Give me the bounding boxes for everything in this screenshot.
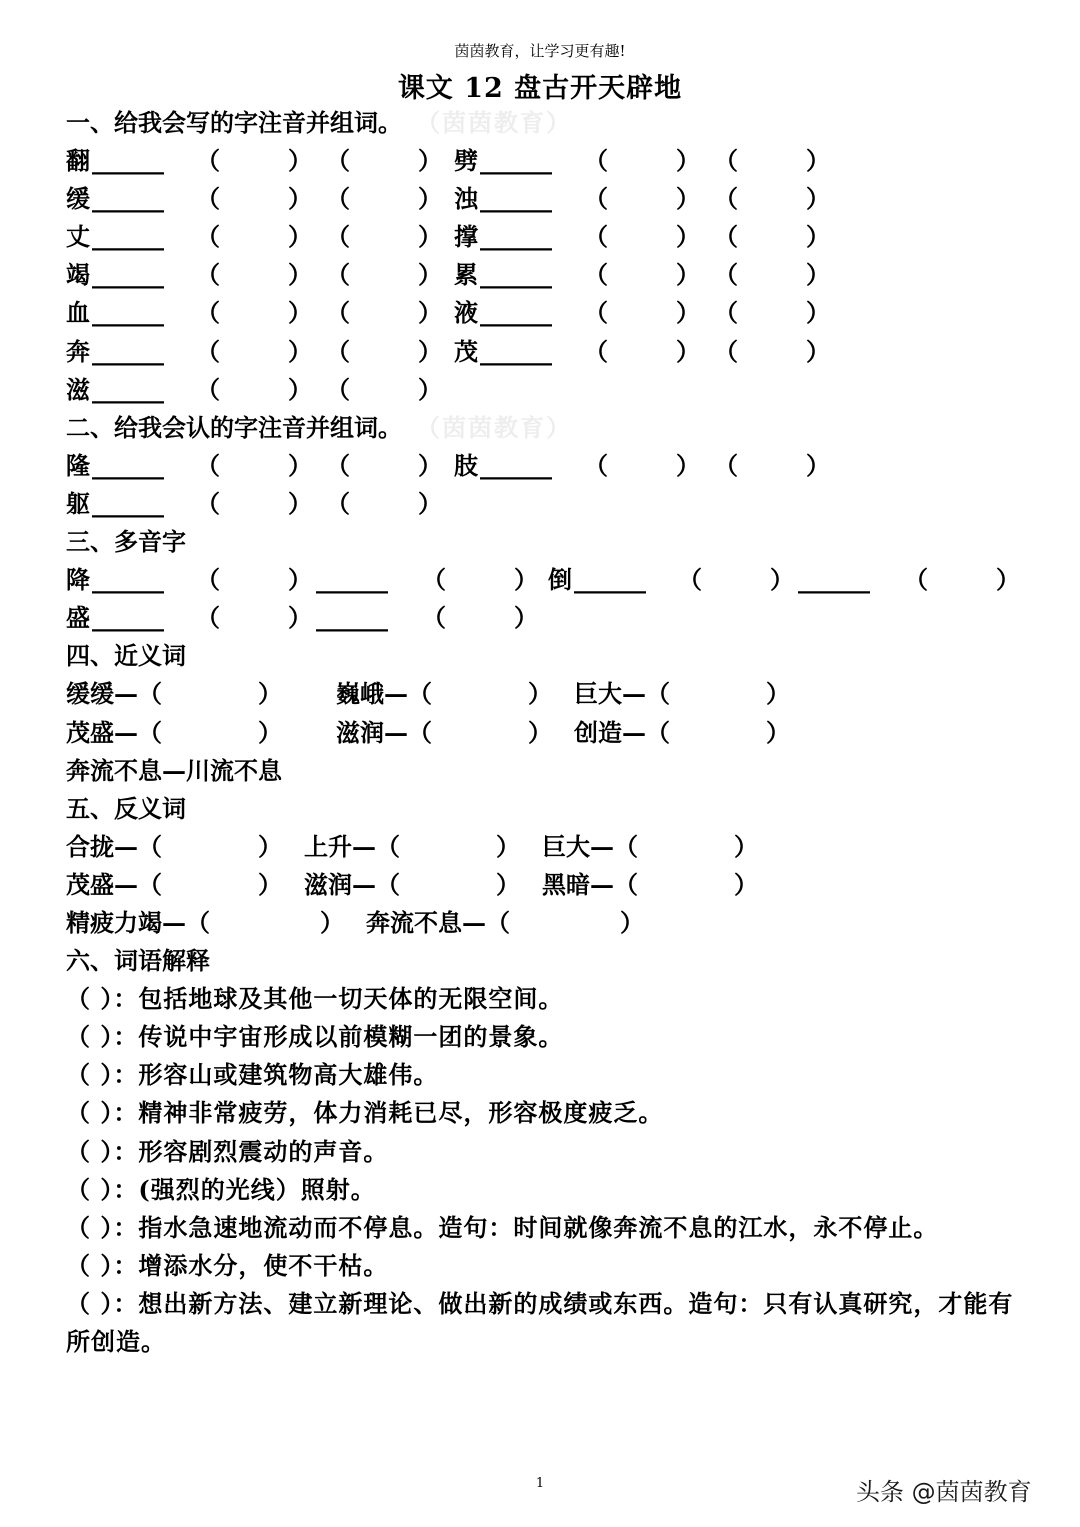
paren-close: ） — [288, 222, 312, 252]
paren-close: ） — [288, 298, 312, 328]
target-char: 盛 — [66, 603, 90, 633]
definition-item: （ ）：想出新方法、建立新理论、做出新的成绩或东西。造句：只有认真研究，才能有所创造。 — [66, 1288, 1014, 1356]
paren-close: ） — [418, 184, 442, 214]
paren-open: （ — [584, 184, 608, 214]
paren-open: （ — [584, 298, 608, 328]
pinyin-blank: ______ — [480, 222, 552, 252]
pinyin-blank: ______ — [480, 298, 552, 328]
watermark: （茵茵教育） — [428, 412, 572, 442]
paren-open: （ — [326, 222, 350, 252]
target-char: 浊 — [454, 184, 478, 214]
target-char: 丈 — [66, 222, 90, 252]
definition-item: （ ）：形容剧烈震动的声音。 — [66, 1136, 389, 1166]
paren-close: ） — [288, 450, 312, 480]
word-row — [66, 218, 1026, 256]
paren-close: ） — [418, 260, 442, 290]
synonym-example: 奔流不息—川流不息 — [66, 755, 282, 785]
paren-close: ） — [288, 146, 312, 176]
target-char: 茂 — [454, 336, 478, 366]
paren-close: ） — [676, 450, 700, 480]
paren-open: （ — [196, 260, 220, 290]
target-char: 累 — [454, 260, 478, 290]
word-row — [66, 142, 1026, 180]
paren-open: （ — [714, 336, 738, 366]
paren-open: （ — [714, 184, 738, 214]
paren-open: （ — [422, 565, 446, 595]
antonym-row: 合拢—（ ） 上升—（ ） 巨大—（ ） — [66, 831, 758, 861]
section-4-heading: 四、近义词 — [66, 641, 186, 671]
pinyin-blank: ______ — [316, 565, 388, 595]
paren-open: （ — [196, 222, 220, 252]
paren-close: ） — [806, 222, 830, 252]
section-3-rows — [66, 561, 1026, 637]
paren-open: （ — [196, 374, 220, 404]
page-number: 1 — [535, 1476, 545, 1491]
definition-item: （ ）：增添水分，使不干枯。 — [66, 1250, 389, 1280]
paren-open: （ — [584, 222, 608, 252]
paren-close: ） — [806, 336, 830, 366]
paren-open: （ — [196, 184, 220, 214]
target-char: 撑 — [454, 222, 478, 252]
paren-open: （ — [326, 146, 350, 176]
paren-open: （ — [714, 450, 738, 480]
paren-open: （ — [714, 298, 738, 328]
paren-close: ） — [418, 298, 442, 328]
paren-close: ） — [676, 336, 700, 366]
paren-open: （ — [584, 260, 608, 290]
polyphone-row — [66, 599, 1026, 637]
target-char: 躯 — [66, 488, 90, 518]
target-char: 滋 — [66, 374, 90, 404]
definition-item: （ ）：精神非常疲劳，体力消耗已尽，形容极度疲乏。 — [66, 1098, 664, 1128]
target-char: 缓 — [66, 184, 90, 214]
paren-close: ） — [418, 146, 442, 176]
paren-close: ） — [288, 260, 312, 290]
pinyin-blank: ______ — [92, 374, 164, 404]
paren-open: （ — [584, 336, 608, 366]
target-char: 隆 — [66, 450, 90, 480]
paren-close: ） — [514, 603, 538, 633]
pinyin-blank: ______ — [92, 260, 164, 290]
section-2-heading: 二、给我会认的字注音并组词。 （茵茵教育） — [66, 412, 572, 442]
target-char: 竭 — [66, 260, 90, 290]
paren-open: （ — [196, 450, 220, 480]
word-row — [66, 485, 1026, 523]
paren-close: ） — [418, 488, 442, 518]
lesson-title: 课文 12 盘古开天辟地 — [397, 73, 683, 104]
target-char: 奔 — [66, 336, 90, 366]
paren-close: ） — [806, 146, 830, 176]
section-6-heading: 六、词语解释 — [66, 946, 210, 976]
paren-open: （ — [196, 146, 220, 176]
paren-open: （ — [584, 450, 608, 480]
pinyin-blank: ______ — [92, 336, 164, 366]
synonym-row: 茂盛—（ ） 滋润—（ ） 创造—（ ） — [66, 717, 790, 747]
paren-open: （ — [326, 488, 350, 518]
paren-close: ） — [288, 184, 312, 214]
paren-open: （ — [326, 260, 350, 290]
paren-open: （ — [196, 336, 220, 366]
pinyin-blank: ______ — [316, 603, 388, 633]
paren-open: （ — [326, 298, 350, 328]
target-char: 倒 — [548, 565, 572, 595]
paren-open: （ — [584, 146, 608, 176]
paren-close: ） — [806, 184, 830, 214]
pinyin-blank: ______ — [574, 565, 646, 595]
pinyin-blank: ______ — [92, 146, 164, 176]
paren-close: ） — [676, 260, 700, 290]
paren-close: ） — [418, 222, 442, 252]
pinyin-blank: ______ — [480, 450, 552, 480]
definition-item: （ ）：形容山或建筑物高大雄伟。 — [66, 1060, 439, 1090]
section-5-heading: 五、反义词 — [66, 793, 186, 823]
paren-close: ） — [288, 488, 312, 518]
brand-watermark: 头条 @茵茵教育 — [856, 1478, 1032, 1506]
word-row — [66, 180, 1026, 218]
word-row — [66, 371, 1026, 409]
paren-open: （ — [714, 222, 738, 252]
section-2-rows — [66, 447, 1026, 523]
paren-open: （ — [714, 260, 738, 290]
paren-close: ） — [288, 374, 312, 404]
pinyin-blank: ______ — [480, 146, 552, 176]
antonym-row: 精疲力竭—（ ） 奔流不息—（ ） — [66, 907, 644, 937]
paren-close: ） — [806, 260, 830, 290]
definition-item: （ ）：(强烈的光线）照射。 — [66, 1174, 376, 1204]
target-char: 劈 — [454, 146, 478, 176]
pinyin-blank: ______ — [92, 184, 164, 214]
paren-close: ） — [806, 450, 830, 480]
paren-open: （ — [326, 184, 350, 214]
pinyin-blank: ______ — [92, 222, 164, 252]
paren-close: ） — [676, 184, 700, 214]
pinyin-blank: ______ — [92, 565, 164, 595]
pinyin-blank: ______ — [480, 260, 552, 290]
section-1-heading: 一、给我会写的字注音并组词。 （茵茵教育） — [66, 108, 572, 137]
word-row — [66, 447, 1026, 485]
paren-close: ） — [418, 374, 442, 404]
target-char: 肢 — [454, 450, 478, 480]
paren-close: ） — [806, 298, 830, 328]
definition-item: （ ）：传说中宇宙形成以前模糊一团的景象。 — [66, 1022, 564, 1052]
pinyin-blank: ______ — [480, 336, 552, 366]
antonym-row: 茂盛—（ ） 滋润—（ ） 黑暗—（ ） — [66, 869, 758, 899]
target-char: 翻 — [66, 146, 90, 176]
paren-open: （ — [196, 603, 220, 633]
paren-open: （ — [714, 146, 738, 176]
paren-open: （ — [196, 565, 220, 595]
definition-item: （ ）：包括地球及其他一切天体的无限空间。 — [66, 984, 564, 1014]
section-1-rows — [66, 142, 1026, 409]
word-row — [66, 333, 1026, 371]
definition-item: （ ）：指水急速地流动而不停息。造句：时间就像奔流不息的江水，永不停止。 — [66, 1212, 939, 1242]
watermark: （茵茵教育） — [428, 108, 572, 137]
pinyin-blank: ______ — [92, 603, 164, 633]
definitions-list — [66, 980, 1026, 1361]
pinyin-blank: ______ — [798, 565, 870, 595]
paren-open: （ — [326, 450, 350, 480]
pinyin-blank: ______ — [480, 184, 552, 214]
polyphone-row — [66, 561, 1026, 599]
pinyin-blank: ______ — [92, 298, 164, 328]
pinyin-blank: ______ — [92, 450, 164, 480]
paren-close: ） — [288, 603, 312, 633]
paren-open: （ — [326, 336, 350, 366]
paren-close: ） — [676, 298, 700, 328]
target-char: 血 — [66, 298, 90, 328]
paren-close: ） — [418, 450, 442, 480]
paren-close: ） — [288, 336, 312, 366]
pinyin-blank: ______ — [92, 488, 164, 518]
word-row — [66, 256, 1026, 294]
paren-close: ） — [418, 336, 442, 366]
paren-open: （ — [196, 298, 220, 328]
worksheet-content — [66, 104, 1026, 1361]
paren-open: （ — [326, 374, 350, 404]
paren-open: （ — [904, 565, 928, 595]
target-char: 降 — [66, 565, 90, 595]
paren-open: （ — [678, 565, 702, 595]
paren-close: ） — [676, 146, 700, 176]
paren-close: ） — [288, 565, 312, 595]
paren-open: （ — [196, 488, 220, 518]
word-row — [66, 294, 1026, 332]
paren-open: （ — [422, 603, 446, 633]
page-header: 茵茵教育，让学习更有趣! — [454, 42, 626, 60]
paren-close: ） — [514, 565, 538, 595]
target-char: 液 — [454, 298, 478, 328]
paren-close: ） — [676, 222, 700, 252]
section-3-heading: 三、多音字 — [66, 527, 186, 557]
synonym-row: 缓缓—（ ） 巍峨—（ ） 巨大—（ ） — [66, 679, 790, 709]
paren-close: ） — [770, 565, 794, 595]
paren-close: ） — [996, 565, 1020, 595]
